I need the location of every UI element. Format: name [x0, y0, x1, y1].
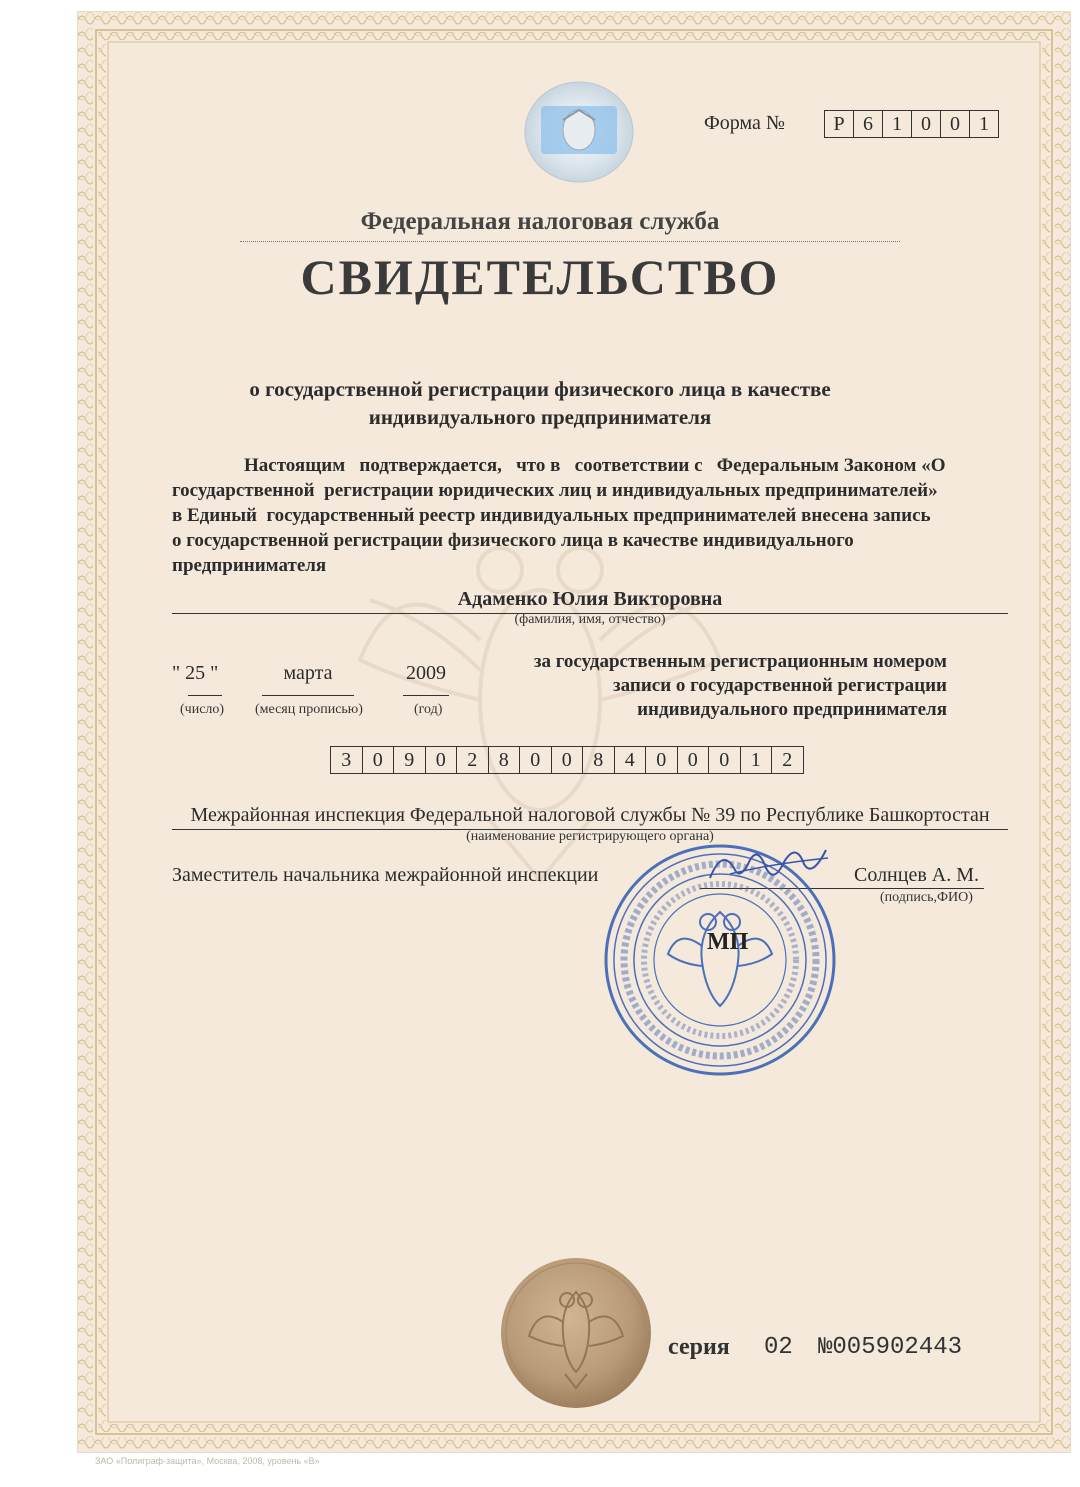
registration-text-line: записи о государственной регистрации	[612, 675, 947, 696]
certificate-title: СВИДЕТЕЛЬСТВО	[300, 249, 780, 305]
regnum-digit: 0	[426, 747, 458, 773]
form-box: 0	[912, 111, 941, 137]
regnum-digit: 1	[741, 747, 773, 773]
date-month-underline	[262, 694, 354, 696]
date-year-caption: (год)	[414, 702, 443, 717]
certificate-subtitle	[0, 375, 1080, 431]
handwritten-signature	[700, 838, 840, 898]
person-name-caption: (фамилия, имя, отчество)	[514, 612, 666, 627]
regnum-digit: 2	[457, 747, 489, 773]
subtitle-line: индивидуального предпринимателя	[368, 405, 712, 429]
regnum-digit: 3	[331, 747, 363, 773]
certificate-body	[172, 453, 1012, 578]
form-box: 6	[854, 111, 883, 137]
signatory-position: Заместитель начальника межрайонной инспекции	[172, 864, 599, 886]
registration-text-line: индивидуального предпринимателя	[637, 699, 947, 720]
registering-authority: Межрайонная инспекция Федеральной налоговой службы № 39 по Республике Башкортостан	[172, 804, 1008, 830]
printer-imprint: ЗАО «Полиграф-защита», Москва, 2008, уровень «В»	[95, 1456, 320, 1466]
series-value: 02	[764, 1334, 793, 1361]
series-label: серия	[668, 1334, 730, 1360]
body-line: Настоящим подтверждается, что в соответствии с Федеральным Законом «О	[244, 455, 946, 476]
signatory-name: Солнцев А. М.	[854, 864, 980, 886]
registration-text	[490, 650, 947, 722]
form-box: 0	[941, 111, 970, 137]
date-day: " 25 "	[172, 662, 219, 684]
date-day-caption: (число)	[180, 702, 225, 717]
form-box: 1	[883, 111, 912, 137]
certificate-number: №005902443	[818, 1334, 963, 1361]
date-day-underline	[188, 694, 222, 696]
regnum-digit: 8	[489, 747, 521, 773]
regnum-digit: 8	[583, 747, 615, 773]
regnum-digit: 0	[552, 747, 584, 773]
stamp-mp-mark: МП	[707, 929, 749, 955]
form-box: Р	[825, 111, 854, 137]
registration-text-line: за государственным регистрационным номером	[533, 651, 947, 672]
agency-divider	[240, 241, 900, 242]
registering-authority-caption: (наименование регистрирующего органа)	[466, 829, 714, 844]
form-number-boxes	[824, 110, 999, 138]
date-month: марта	[283, 662, 333, 684]
body-line: в Единый государственный реестр индивидуальных предпринимателей внесена запись	[172, 505, 931, 526]
regnum-digit: 0	[520, 747, 552, 773]
subtitle-line: о государственной регистрации физического лица в качестве	[249, 377, 831, 401]
date-year-underline	[403, 694, 449, 696]
regnum-digit: 0	[363, 747, 395, 773]
form-box: 1	[979, 113, 989, 135]
body-line: о государственной регистрации физического лица в качестве индивидуального	[172, 530, 854, 551]
registration-number-boxes	[330, 746, 804, 774]
gold-seal	[499, 1256, 653, 1410]
form-label: Форма №	[704, 112, 785, 134]
date-month-caption: (месяц прописью)	[255, 702, 363, 717]
regnum-digit: 0	[709, 747, 741, 773]
regnum-digit: 0	[678, 747, 710, 773]
body-line: предпринимателя	[172, 555, 327, 576]
regnum-digit: 9	[394, 747, 426, 773]
person-name: Адаменко Юлия Викторовна	[172, 588, 1008, 614]
regnum-digit: 2	[782, 749, 793, 771]
regnum-digit: 0	[646, 747, 678, 773]
hologram-emblem	[523, 80, 635, 184]
agency-name: Федеральная налоговая служба	[360, 208, 720, 235]
signature-caption: (подпись,ФИО)	[880, 890, 973, 905]
date-year: 2009	[406, 662, 446, 684]
body-line: государственной регистрации юридических лиц и индивидуальных предпринимателей»	[172, 480, 938, 501]
regnum-digit: 4	[615, 747, 647, 773]
